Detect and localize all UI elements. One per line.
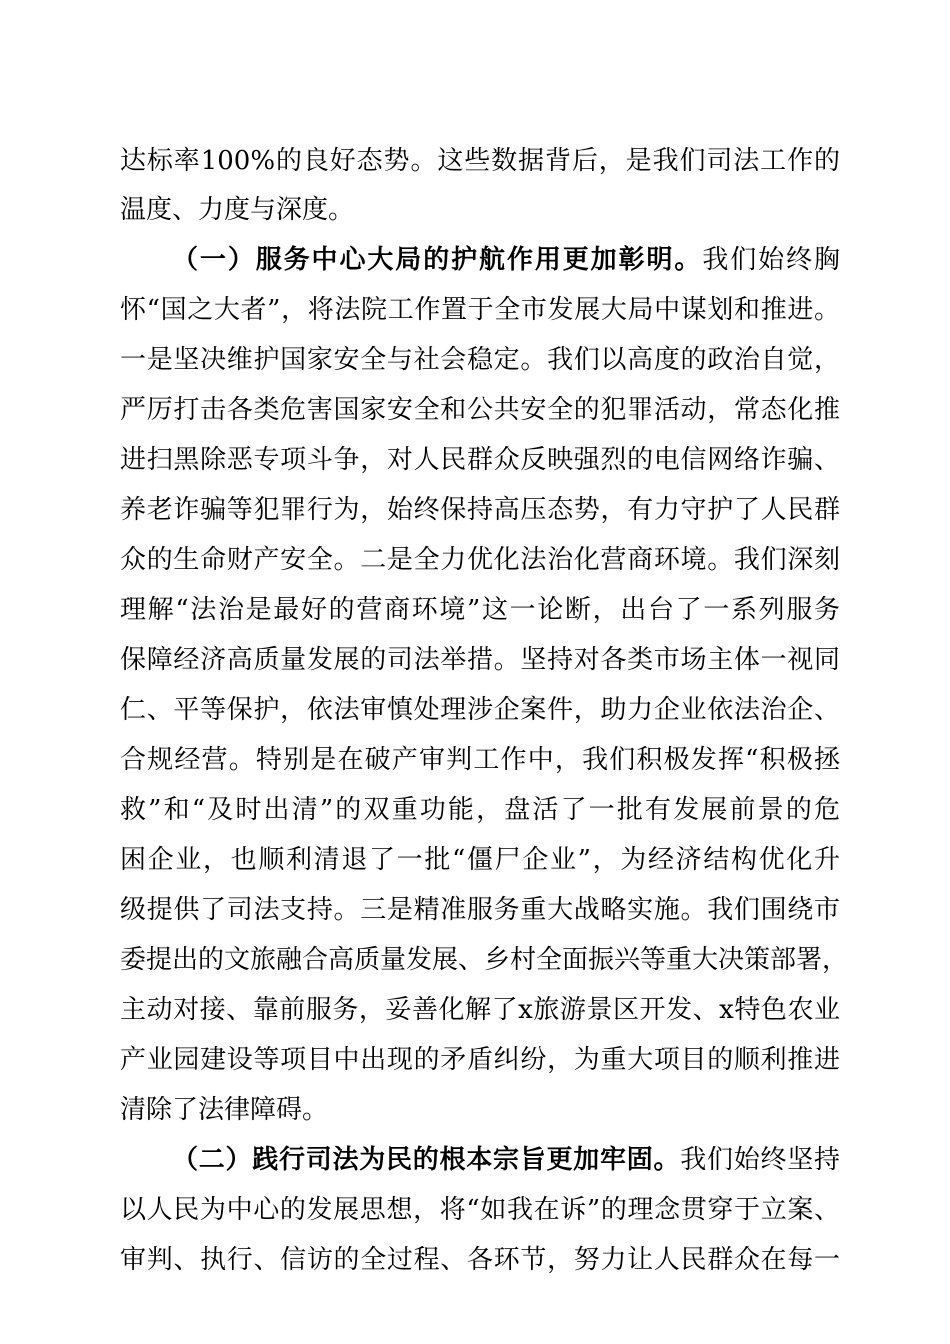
paragraph-line: 审判、执行、信访的全过程、各环节，努力让人民群众在每一 xyxy=(120,1245,840,1275)
paragraph-line: 保障经济高质量发展的司法举措。坚持对各类市场主体一视同 xyxy=(120,645,840,675)
paragraph-line: 产业园建设等项目中出现的矛盾纠纷，为重大项目的顺利推进 xyxy=(120,1045,840,1075)
paragraph-line: 以人民为中心的发展思想，将“如我在诉”的理念贯穿于立案、 xyxy=(120,1195,840,1225)
paragraph-line: 救”和“及时出清”的双重功能，盘活了一批有发展前景的危 xyxy=(120,795,840,825)
section-heading-line xyxy=(172,240,840,280)
paragraph-text: 我们始终胸 xyxy=(702,245,840,275)
paragraph-line: 困企业，也顺利清退了一批“僵尸企业”，为经济结构优化升 xyxy=(120,845,840,875)
paragraph-line: 合规经营。特别是在破产审判工作中，我们积极发挥“积极拯 xyxy=(120,745,840,775)
paragraph-line: 严厉打击各类危害国家安全和公共安全的犯罪活动，常态化推 xyxy=(120,395,840,425)
paragraph-line: 一是坚决维护国家安全与社会稳定。我们以高度的政治自觉， xyxy=(120,345,840,375)
paragraph-line: 达标率100%的良好态势。这些数据背后，是我们司法工作的 xyxy=(120,146,840,176)
paragraph-line: 众的生命财产安全。二是全力优化法治化营商环境。我们深刻 xyxy=(120,545,840,575)
paragraph-line: 清除了法律障碍。 xyxy=(120,1095,329,1125)
paragraph-line: 委提出的文旅融合高质量发展、乡村全面振兴等重大决策部署， xyxy=(120,945,849,975)
paragraph-line: 怀“国之大者”，将法院工作置于全市发展大局中谋划和推进。 xyxy=(120,295,840,325)
paragraph-text: 我们始终坚持 xyxy=(680,1145,840,1175)
paragraph-line: 进扫黑除恶专项斗争，对人民群众反映强烈的电信网络诈骗、 xyxy=(120,445,840,475)
section-heading-line xyxy=(172,1140,840,1180)
paragraph-line: 理解“法治是最好的营商环境”这一论断，出台了一系列服务 xyxy=(120,595,840,625)
paragraph-line: 主动对接、靠前服务，妥善化解了x旅游景区开发、x特色农业 xyxy=(120,995,840,1025)
paragraph-line: 级提供了司法支持。三是精准服务重大战略实施。我们围绕市 xyxy=(120,895,840,925)
paragraph-line: 养老诈骗等犯罪行为，始终保持高压态势，有力守护了人民群 xyxy=(120,495,840,525)
paragraph-line: 仁、平等保护，依法审慎处理涉企案件，助力企业依法治企、 xyxy=(120,695,840,725)
section-heading: （一）服务中心大局的护航作用更加彰明。 xyxy=(172,245,703,275)
section-heading: （二）践行司法为民的根本宗旨更加牢固。 xyxy=(172,1145,681,1175)
paragraph-line: 温度、力度与深度。 xyxy=(120,195,355,225)
